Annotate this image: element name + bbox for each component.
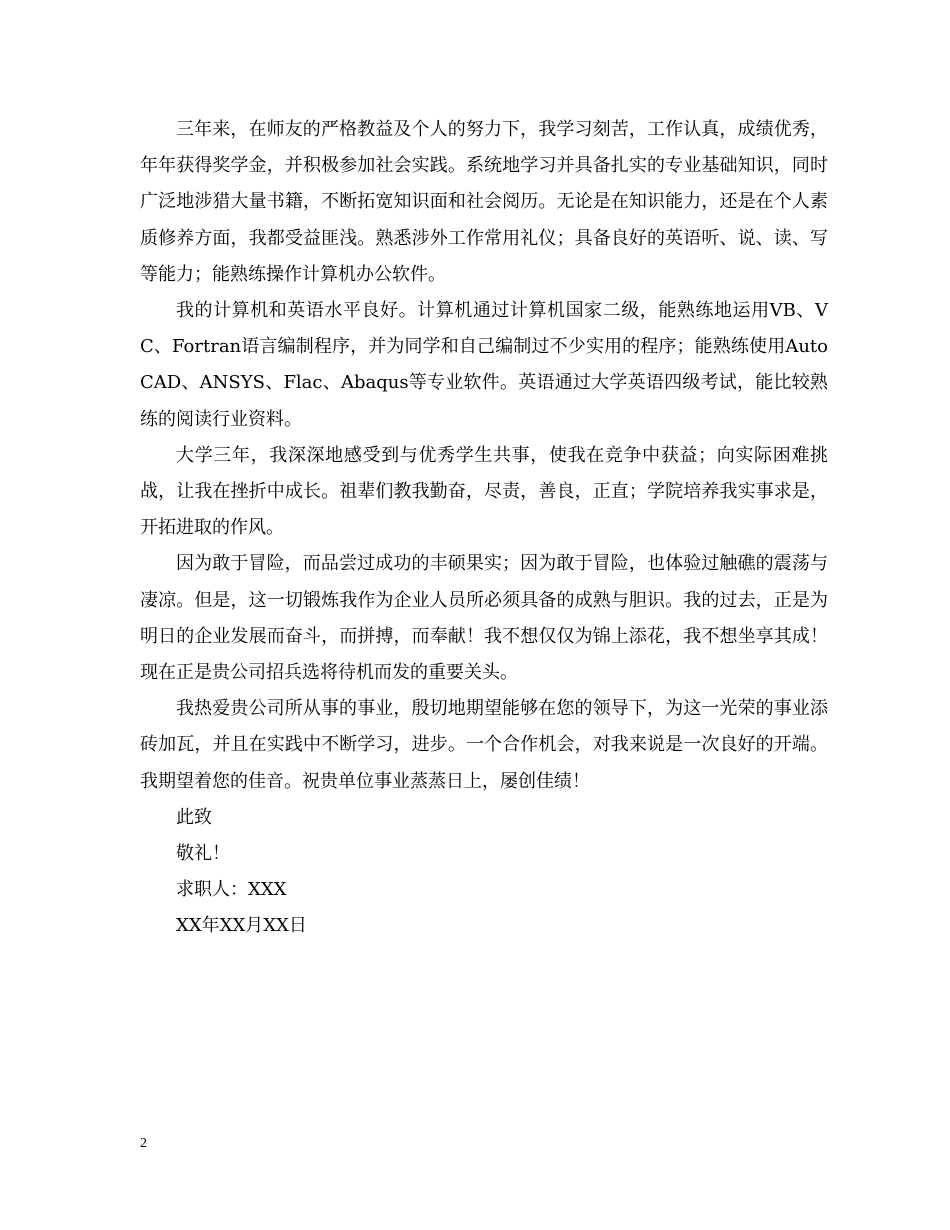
closing-regards: 敬礼！ [176, 843, 230, 865]
paragraph-computer-english-skills: 我的计算机和英语水平良好。计算机通过计算机国家二级，能熟练地运用VB、VC、Fortran语言编制程序，并为同学和自己编制过不少实用的程序；能熟练使用AutoCAD、ANSYS、Flac、Abaqus等专业软件。英语通过大学英语四级考试，能比较熟练的阅读行业资料。 [140, 300, 828, 430]
applicant-signature: 求职人：XXX [176, 879, 287, 901]
closing-salutation: 此致 [176, 806, 212, 828]
paragraph-study-achievements: 三年来，在师友的严格教益及个人的努力下，我学习刻苦，工作认真，成绩优秀，年年获得奖学金，并积极参加社会实践。系统地学习并具备扎实的专业基础知识，同时广泛地涉猎大量书籍，不断拓宽知识面和社会阅历。无论是在知识能力，还是在个人素质修养方面，我都受益匪浅。熟悉涉外工作常用礼仪；具备良好的英语听、说、读、写等能力；能熟练操作计算机办公软件。 [140, 119, 828, 285]
page-number: 2 [140, 1136, 147, 1151]
letter-date: XX年XX月XX日 [176, 915, 307, 937]
letter-body [140, 112, 828, 945]
paragraph-aspiration: 我热爱贵公司所从事的事业，殷切地期望能够在您的领导下，为这一光荣的事业添砖加瓦，并且在实践中不断学习，进步。一个合作机会，对我来说是一次良好的开端。我期望着您的佳音。祝贵单位事业蒸蒸日上，屡创佳绩！ [140, 698, 828, 792]
paragraph-university-experience: 大学三年，我深深地感受到与优秀学生共事，使我在竞争中获益；向实际困难挑战，让我在挫折中成长。祖辈们教我勤奋，尽责，善良，正直；学院培养我实事求是，开拓进取的作风。 [140, 444, 828, 539]
paragraph-courage-and-risk: 因为敢于冒险，而品尝过成功的丰硕果实；因为敢于冒险，也体验过触礁的震荡与凄凉。但是，这一切锻炼我作为企业人员所必须具备的成熟与胆识。我的过去，正是为明日的企业发展而奋斗，而拼搏，而奉献！我不想仅仅为锦上添花，我不想坐享其成！现在正是贵公司招兵选将待机而发的重要关头。 [140, 553, 828, 684]
